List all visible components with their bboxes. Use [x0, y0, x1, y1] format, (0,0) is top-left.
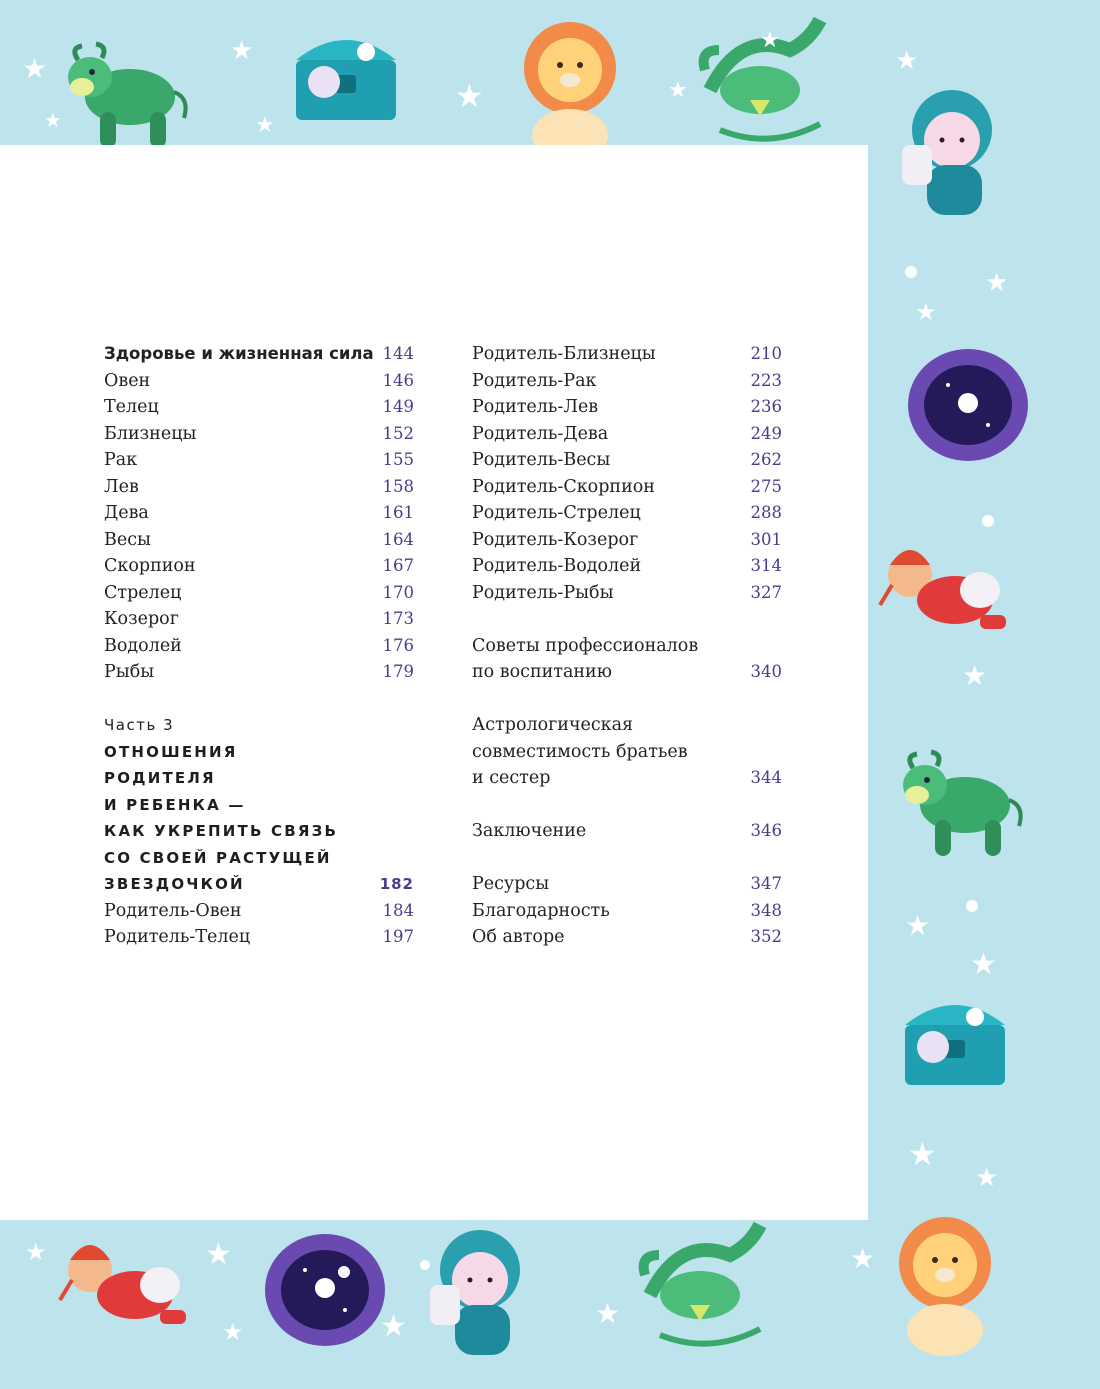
toc-entry[interactable] [104, 553, 414, 580]
toc-entry-title: Родитель-Весы [472, 450, 611, 470]
toc-page-number: 314 [750, 556, 782, 575]
toc-entry[interactable] [104, 368, 414, 395]
toc-column-right [472, 341, 782, 951]
bull-icon [903, 752, 1021, 856]
toc-page-number: 167 [382, 556, 414, 575]
toc-entry-title: Ресурсы [472, 874, 550, 894]
lion-icon [899, 1217, 991, 1356]
toc-entry[interactable] [472, 871, 782, 898]
toc-entry-title: Об авторе [472, 927, 565, 947]
toc-page-number: 223 [750, 370, 782, 390]
part-title[interactable] [104, 739, 414, 766]
toc-entry-title: Родитель-Овен [104, 900, 242, 921]
toc-entry[interactable] [472, 898, 782, 925]
toc-page-number: 210 [750, 344, 782, 363]
toc-entry[interactable] [104, 421, 414, 448]
toc-entry-title: Лев [104, 476, 139, 497]
toc-page-number: 173 [382, 609, 414, 628]
star-icon: ★ [970, 947, 997, 982]
water-bearer-icon [430, 1230, 520, 1355]
star-icon: ★ [230, 36, 254, 66]
toc-entry[interactable] [472, 659, 782, 686]
toc-entry[interactable] [472, 765, 782, 792]
toc-page-number: 182 [379, 875, 414, 893]
lion-icon [524, 22, 616, 161]
toc-page-number: 348 [750, 900, 782, 920]
toc-page-number: 197 [382, 927, 414, 946]
toc-entry[interactable] [104, 898, 414, 925]
toc-spacer [472, 792, 782, 819]
toc-entry-title: СО СВОЕЙ РАСТУЩЕЙ [104, 848, 332, 867]
toc-entry[interactable] [472, 394, 782, 421]
star-icon: ★ [915, 298, 937, 326]
toc-entry[interactable] [472, 633, 782, 660]
crawling-baby-icon [60, 1245, 186, 1324]
toc-entry-title: Здоровье и жизненная сила [104, 344, 374, 363]
toc-entry[interactable] [472, 421, 782, 448]
toc-entry-title: КАК УКРЕПИТЬ СВЯЗЬ [104, 822, 339, 840]
bull-icon [68, 44, 186, 148]
star-icon: ★ [255, 113, 275, 138]
toc-entry[interactable] [472, 341, 782, 368]
toc-column-left [104, 341, 414, 951]
toc-entry-title: Родитель-Дева [472, 423, 609, 444]
toc-entry-title: и сестер [472, 768, 551, 788]
crawling-baby-icon [880, 550, 1006, 629]
toc-page-number: 155 [382, 450, 414, 469]
toc-entry-title: Родитель-Телец [104, 927, 251, 947]
toc-entry[interactable] [472, 527, 782, 554]
toc-page-number: 184 [382, 900, 414, 920]
toc-entry-title: Родитель-Близнецы [472, 344, 656, 364]
toc-entry[interactable] [104, 659, 414, 686]
toc-entry-title: РОДИТЕЛЯ [104, 769, 216, 787]
dot [982, 515, 994, 527]
star-icon: ★ [595, 1297, 621, 1330]
part-title[interactable] [104, 845, 414, 872]
toc-entry[interactable] [104, 633, 414, 660]
star-icon: ★ [455, 77, 484, 115]
toc-page-number: 158 [382, 476, 414, 496]
toc-entry[interactable] [104, 580, 414, 607]
toc-page-number: 346 [750, 821, 782, 840]
part-title[interactable] [104, 765, 414, 792]
toc-page [0, 145, 868, 1220]
star-icon: ★ [25, 1238, 47, 1266]
toc-entry-title: ЗВЕЗДОЧКОЙ [104, 875, 245, 893]
toc-entry[interactable] [104, 394, 414, 421]
toc-entry-title: Водолей [104, 635, 182, 656]
toc-spacer [472, 845, 782, 872]
toc-page-number: 347 [750, 874, 782, 893]
toc-entry-title: Рыбы [104, 662, 155, 682]
toc-spacer [472, 606, 782, 633]
star-icon: ★ [380, 1309, 407, 1344]
toc-entry-title: Родитель-Стрелец [472, 503, 641, 523]
geode-icon [908, 349, 1028, 461]
toc-entry-title: ОТНОШЕНИЯ [104, 742, 238, 761]
toc-entry[interactable] [104, 606, 414, 633]
toc-entry-title: Скорпион [104, 556, 196, 576]
part-label[interactable] [104, 712, 414, 739]
treasure-chest-icon [905, 1005, 1005, 1085]
toc-page-number: 179 [382, 662, 414, 681]
star-icon: ★ [205, 1237, 232, 1272]
toc-page-number: 146 [382, 370, 414, 390]
toc-entry-title: Весы [104, 529, 151, 550]
toc-page-number: 262 [750, 450, 782, 469]
toc-page-number: 249 [750, 423, 782, 443]
toc-entry[interactable] [472, 739, 782, 766]
toc-entry-title: Родитель-Водолей [472, 556, 642, 576]
toc-entry-title: Овен [104, 370, 151, 391]
toc-entry-title: совместимость братьев [472, 741, 688, 762]
toc-entry[interactable] [104, 924, 414, 951]
toc-entry-title: Родитель-Лев [472, 397, 599, 417]
dot [966, 900, 978, 912]
star-icon: ★ [850, 1242, 876, 1275]
toc-page-number: 236 [750, 397, 782, 416]
geode-icon [265, 1234, 385, 1346]
toc-entry[interactable] [104, 474, 414, 501]
toc-entry[interactable] [472, 368, 782, 395]
toc-entry[interactable] [472, 474, 782, 501]
dot [338, 1266, 350, 1278]
part-title[interactable] [104, 792, 414, 819]
toc-entry-title: И РЕБЕНКА — [104, 795, 246, 814]
toc-spacer [104, 686, 414, 713]
toc-page-number: 176 [382, 635, 414, 655]
star-icon: ★ [895, 46, 919, 76]
treasure-chest-icon [296, 40, 396, 120]
toc-entry[interactable] [104, 341, 414, 368]
toc-entry-title: Родитель-Козерог [472, 529, 639, 550]
star-icon: ★ [985, 268, 1009, 298]
toc-entry[interactable] [104, 500, 414, 527]
toc-entry-title: Советы профессионалов [472, 635, 699, 656]
toc-entry[interactable] [104, 447, 414, 474]
toc-entry-title: Родитель-Рак [472, 370, 597, 391]
toc-spacer [472, 686, 782, 713]
toc-page-number: 288 [750, 503, 782, 522]
toc-entry-title: Астрологическая [472, 715, 634, 735]
toc-entry-title: Благодарность [472, 900, 610, 921]
toc-entry-title: Часть 3 [104, 716, 175, 734]
star-icon: ★ [760, 28, 780, 53]
toc-page-number: 275 [750, 476, 782, 496]
toc-page-number: 144 [382, 344, 414, 363]
toc-entry-title: по воспитанию [472, 662, 612, 682]
star-icon: ★ [962, 659, 988, 692]
toc-entry-title: Родитель-Рыбы [472, 582, 614, 603]
dot [905, 266, 917, 278]
star-icon: ★ [668, 78, 688, 103]
star-icon: ★ [44, 108, 62, 132]
toc-page-number: 152 [382, 423, 414, 443]
toc-entry[interactable] [472, 818, 782, 845]
part-title[interactable] [104, 871, 414, 898]
toc-page-number: 352 [750, 927, 782, 946]
toc-entry-title: Заключение [472, 821, 587, 841]
star-icon: ★ [222, 1318, 244, 1346]
toc-page-number: 149 [382, 397, 414, 416]
toc-entry[interactable] [472, 712, 782, 739]
sea-goat-icon [644, 1225, 760, 1344]
star-icon: ★ [22, 52, 48, 85]
toc-entry[interactable] [472, 580, 782, 607]
star-icon: ★ [908, 1135, 937, 1173]
toc-page-number: 344 [750, 768, 782, 787]
star-icon: ★ [905, 909, 931, 942]
toc-entry[interactable] [104, 527, 414, 554]
toc-entry-title: Телец [104, 397, 159, 417]
toc-entry[interactable] [472, 553, 782, 580]
part-title[interactable] [104, 818, 414, 845]
water-bearer-icon [902, 90, 992, 215]
star-icon: ★ [975, 1163, 999, 1193]
toc-page-number: 327 [750, 582, 782, 602]
toc-entry[interactable] [472, 500, 782, 527]
toc-entry-title: Козерог [104, 609, 179, 629]
toc-page-number: 340 [750, 662, 782, 681]
toc-page-number: 170 [382, 582, 414, 602]
toc-entry[interactable] [472, 447, 782, 474]
toc-entry-title: Рак [104, 450, 138, 470]
toc-entry-title: Стрелец [104, 582, 182, 603]
toc-entry-title: Близнецы [104, 423, 197, 444]
toc-page-number: 301 [750, 529, 782, 549]
toc-entry[interactable] [472, 924, 782, 951]
toc-entry-title: Дева [104, 503, 149, 523]
toc-entry-title: Родитель-Скорпион [472, 476, 655, 497]
toc-page-number: 164 [382, 529, 414, 549]
toc-page-number: 161 [382, 503, 414, 522]
dot [420, 1260, 430, 1270]
